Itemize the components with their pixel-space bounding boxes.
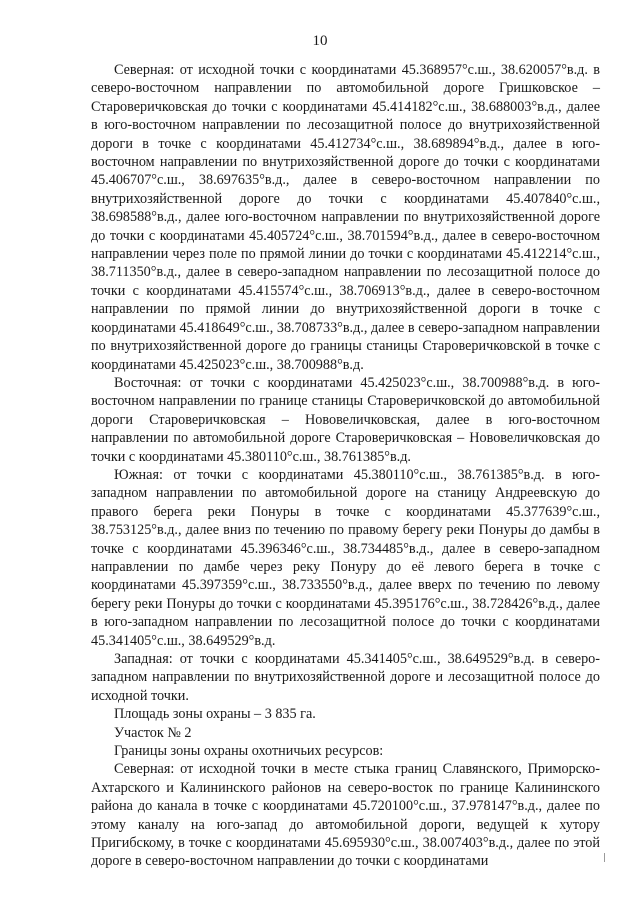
- paragraph-north-boundary-2: Северная: от исходной точки в месте стыка границ Славянского, Приморско-Ахтарского и Калининского районов на северо-восток по границе Калининского района до канала в точке с координатами 45.720100°с.ш., 37.978147°в.д., далее по этому каналу на юго-запад до автомобильной дороги, ведущей к хутору Пригибскому, в точке с координатами 45.695930°с.ш., 38.007403°в.д., далее по этой дороге в северо-восточном направлении до точки с координатами: [91, 761, 600, 870]
- paragraph-area: Площадь зоны охраны – 3 835 га.: [114, 706, 316, 723]
- paragraph-south-boundary-1: Южная: от точки с координатами 45.380110°с.ш., 38.761385°в.д. в юго-западном направлении по автомобильной дороге на станицу Андреевскую до правого берега реки Понуры в точке с координатами 45.377639°с.ш., 38.753125°в.д., далее вниз по течению по правому берегу реки Понуры до дамбы в точке с координатами 45.396346°с.ш., 38.734485°в.д., далее в северо-западном направлении по дамбе через реку Понуру до её левого берега в точке с координатами 45.397359°с.ш., 38.733550°в.д., далее вверх по течению по левому берегу реки Понуры до точки с координатами 45.395176°с.ш., 38.728426°в.д., далее в юго-западном направлении по лесозащитной полосе до точки с координатами 45.341405°с.ш., 38.649529°в.д.: [91, 466, 600, 649]
- section-heading-plot-2: Участок № 2: [114, 724, 192, 741]
- scan-margin-mark: [604, 853, 605, 862]
- section-subheading-boundaries: Границы зоны охраны охотничьих ресурсов:: [114, 743, 384, 760]
- page-number: 10: [312, 33, 328, 49]
- paragraph-east-boundary-1: Восточная: от точки с координатами 45.425023°с.ш., 38.700988°в.д. в юго-восточном направлении по границе станицы Староверичковской до автомобильной дороги Староверичковская – Нововеличковская, далее в юго-восточном направлении по автомобильной дороге Староверичковская – Нововеличковская до точки с координатами 45.380110°с.ш., 38.761385°в.д.: [91, 374, 600, 465]
- paragraph-west-boundary-1: Западная: от точки с координатами 45.341405°с.ш., 38.649529°в.д. в северо-западном направлении по внутрихозяйственной дороге и лесозащитной полосе до исходной точки.: [91, 651, 600, 704]
- document-body: [91, 61, 600, 871]
- paragraph-north-boundary-1: Северная: от исходной точки с координатами 45.368957°с.ш., 38.620057°в.д. в северо-восточном направлении по автомобильной дороге Гришковское – Староверичковская до точки с координатами 45.414182°с.ш., 38.688003°в.д., далее в юго-восточном направлении по лесозащитной полосе до внутрихозяйственной дороги в точке с координатами 45.412734°с.ш., 38.689894°в.д., далее в юго-восточном направлении по внутрихозяйственной дороге до точки с координатами 45.406707°с.ш., 38.697635°в.д., далее в северо-восточном направлении по внутрихозяйственной дороге до точки с координатами 45.407840°с.ш., 38.698588°в.д., далее юго-восточном направлении по внутрихозяйственной дороге до точки с координатами 45.405724°с.ш., 38.701594°в.д., далее в северо-восточном направлении через поле по прямой линии до точки с координатами 45.412214°с.ш., 38.711350°в.д., далее в северо-западном направлении по лесозащитной полосе до точки с координатами 45.415574°с.ш., 38.706913°в.д., далее в северо-восточном направлении по прямой линии до внутрихозяйственной дороги в точке с координатами 45.418649°с.ш., 38.708733°в.д., далее в северо-западном направлении по внутрихозяйственной дороге до границы станицы Староверичковской в точке с координатами 45.425023°с.ш., 38.700988°в.д.: [91, 62, 600, 373]
